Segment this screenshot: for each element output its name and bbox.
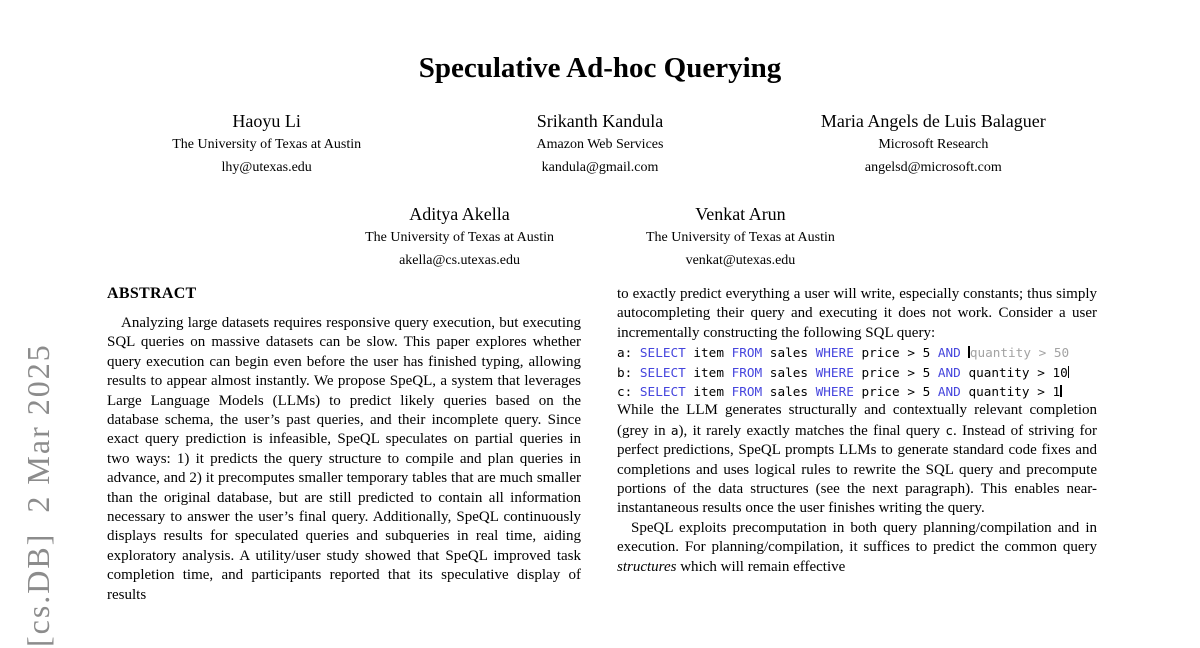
- sql-keyword: AND: [937, 345, 961, 361]
- text-run: [961, 345, 969, 360]
- paper-title: Speculative Ad-hoc Querying: [418, 52, 782, 84]
- author-affiliation: The University of Texas at Austin: [646, 230, 835, 245]
- inline-code: a: [670, 422, 679, 438]
- sql-keyword: WHERE: [815, 345, 854, 361]
- author-name: Maria Angels de Luis Balaguer: [820, 111, 1046, 131]
- author-aditya-akella: [365, 202, 554, 272]
- author-email: angelsd@microsoft.com: [864, 160, 1002, 175]
- sql-keyword: SELECT: [639, 364, 686, 380]
- author-email: akella@cs.utexas.edu: [399, 253, 521, 268]
- sql-keyword: FROM: [731, 345, 763, 361]
- author-affiliation: The University of Texas at Austin: [172, 137, 362, 152]
- text-cursor: [1068, 366, 1069, 378]
- right-column: [617, 285, 1097, 577]
- author-affiliation: Amazon Web Services: [536, 137, 664, 152]
- author-venkat-arun: [646, 202, 835, 272]
- text-run: price > 5: [853, 364, 938, 380]
- text-run: price > 5: [853, 345, 938, 361]
- text-run: c:: [617, 384, 640, 400]
- abstract-heading: ABSTRACT: [107, 285, 197, 302]
- sql-keyword: FROM: [731, 364, 763, 380]
- text-run: which will remain effective: [676, 558, 846, 575]
- sql-keyword: AND: [937, 364, 961, 380]
- sql-keyword: AND: [937, 384, 961, 400]
- text-run: b:: [617, 364, 640, 380]
- author-email: lhy@utexas.edu: [221, 160, 312, 175]
- authors-row-1: [100, 109, 1100, 179]
- author-email: kandula@gmail.com: [541, 160, 659, 175]
- sql-line-c: [617, 382, 1097, 401]
- arxiv-stamp: [cs.DB] 2 Mar 2025: [20, 343, 56, 647]
- sql-keyword: WHERE: [815, 364, 854, 380]
- body-paragraph: [617, 401, 1097, 518]
- sql-code-block: [617, 343, 1097, 401]
- author-email: venkat@utexas.edu: [685, 253, 796, 268]
- left-column: [107, 285, 581, 605]
- text-run: . Instead of striving for perfect predictions, SpeQL prompts LLMs to generate standard code fixes and completions and uses logical rules to rewrite the SQL query and precompute portions of the data structures (see the next paragraph). This enables near-instantaneous results once the user finishes writing the query.: [617, 422, 1097, 517]
- text-cursor: [1060, 385, 1061, 397]
- emphasis: structures: [617, 558, 677, 575]
- author-maria-angels-de-luis-balaguer: [767, 109, 1100, 179]
- text-run: to exactly predict everything a user will write, especially constants; thus simply autocompleting their query and executing it does not work. Consider a user incrementally constructing the following SQL query:: [617, 286, 1097, 341]
- inline-code: c: [945, 422, 953, 438]
- text-run: a:: [617, 345, 640, 361]
- text-run: quantity > 10: [960, 364, 1068, 380]
- author-srikanth-kandula: [433, 109, 766, 179]
- sql-line-a: [617, 343, 1097, 362]
- abstract-paragraph: Analyzing large datasets requires responsive query execution, but executing SQL queries on massive datasets can be slow. This paper explores whether query execution can begin even before the user has finished typing, allowing results to appear almost instantly. We propose SpeQL, a system that leverages Large Language Models (LLMs) to predict likely queries based on the database schema, the user’s past queries, and their incomplete query. Since exact query prediction is infeasible, SpeQL speculates on partial queries in two ways: 1) it predicts the query structure to compile and plan queries in advance, and 2) it precomputes smaller temporary tables that are much smaller than the original database, but are still predicted to contain all information necessary to answer the user’s final query. Additionally, SpeQL continuously displays results for speculated queries and subqueries in real time, aiding exploratory analysis. A utility/user study showed that SpeQL improved task completion time, and participants reported that its speculative display of results: [107, 315, 581, 603]
- text-run: While the LLM generates structurally and contextually relevant completion (grey in: [617, 402, 1097, 439]
- author-name: Haoyu Li: [232, 111, 301, 131]
- body-paragraph: [617, 519, 1097, 577]
- author-haoyu-li: [100, 109, 433, 179]
- text-run: sales: [762, 345, 816, 361]
- sql-keyword: SELECT: [639, 345, 686, 361]
- text-run: price > 5: [853, 384, 938, 400]
- author-affiliation: Microsoft Research: [878, 137, 989, 152]
- text-run: SpeQL exploits precomputation in both query planning/compilation and in execution. For planning/compilation, it suffices to predict the common query: [617, 519, 1097, 556]
- text-run: item: [685, 364, 732, 380]
- authors-row-2: [0, 202, 1200, 272]
- ghost-completion: quantity > 50: [969, 345, 1070, 361]
- author-name: Aditya Akella: [409, 204, 510, 224]
- body-paragraph: [617, 285, 1097, 343]
- author-name: Venkat Arun: [695, 204, 786, 224]
- text-run: sales: [762, 364, 816, 380]
- sql-keyword: FROM: [731, 384, 763, 400]
- text-run: item: [685, 384, 732, 400]
- text-run: ), it rarely exactly matches the final query: [678, 422, 946, 439]
- sql-line-b: [617, 363, 1097, 382]
- author-name: Srikanth Kandula: [536, 111, 664, 131]
- sql-keyword: SELECT: [639, 384, 686, 400]
- author-affiliation: The University of Texas at Austin: [365, 230, 554, 245]
- text-run: item: [685, 345, 732, 361]
- sql-keyword: WHERE: [815, 384, 854, 400]
- text-run: sales: [762, 384, 816, 400]
- text-run: quantity > 1: [960, 384, 1061, 400]
